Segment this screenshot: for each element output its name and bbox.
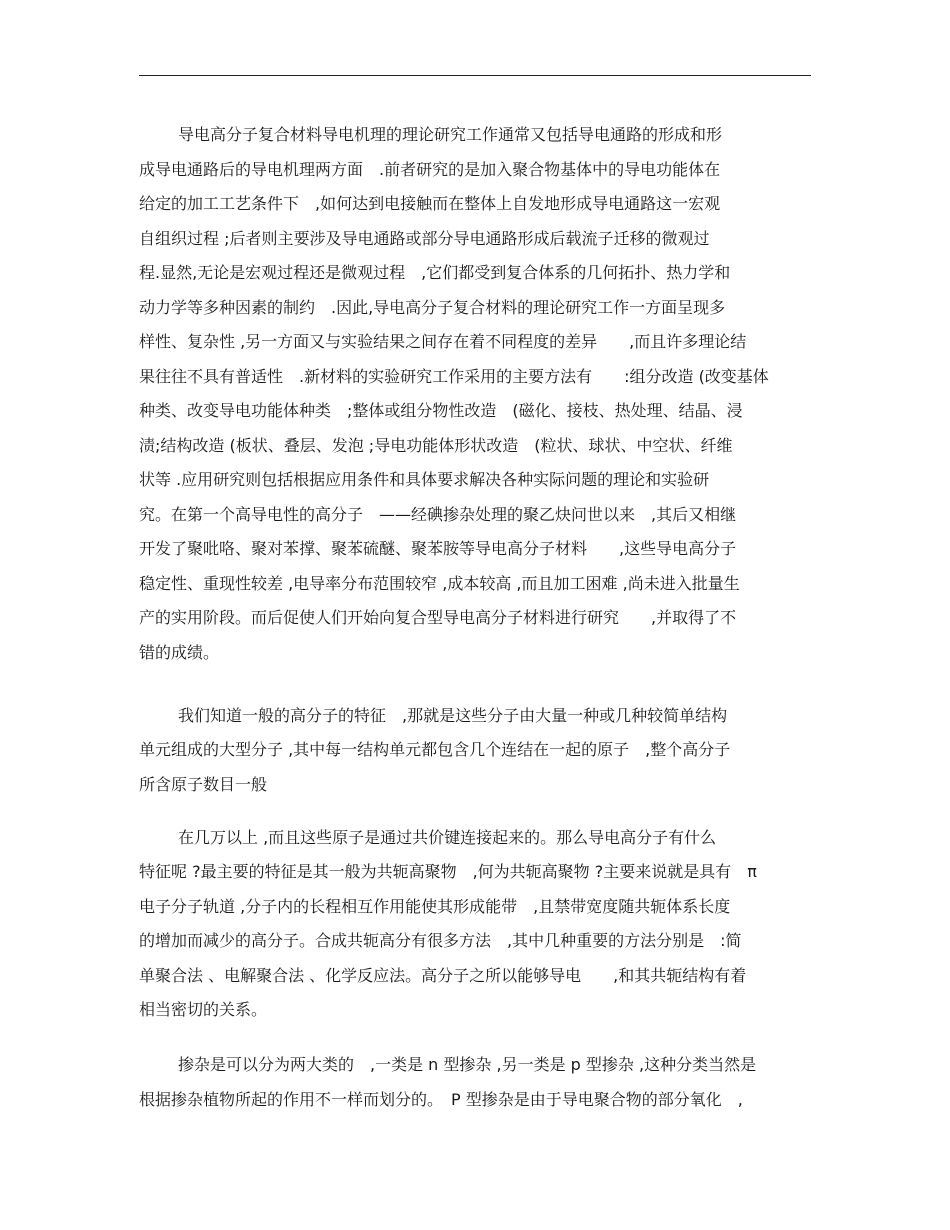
paragraph-1-line-6: 动力学等多种因素的制约 .因此,导电高分子复合材料的理论研究工作一方面呈现多 [139,298,726,317]
paragraph-1-line-2: 成导电通路后的导电机理两方面 .前者研究的是加入聚合物基体中的导电功能体在 [139,160,721,179]
paragraph-1-line-3: 给定的加工工艺条件下 ,如何达到电接触而在整体上自发地形成导电通路这一宏观 [139,194,721,213]
paragraph-2-line-2: 单元组成的大型分子 ,其中每一结构单元都包含几个连结在一起的原子 ,整个高分子 [139,740,731,759]
paragraph-3-line-2: 特征呢 ?最主要的特征是其一般为共轭高聚物 ,何为共轭高聚物 ?主要来说就是具有 π [139,862,757,881]
paragraph-2-line-3: 所含原子数目一般 [139,775,268,794]
paragraph-1-line-15: 产的实用阶段。而后促使人们开始向复合型导电高分子材料进行研究 ,并取得了不 [139,608,737,627]
paragraph-1-line-8: 果往往不具有普适性 .新材料的实验研究工作采用的主要方法有 :组分改造 (改变基体 [139,367,769,386]
paragraph-2-line-1: 我们知道一般的高分子的特征 ,那就是这些分子由大量一种或几种较简单结构 [178,706,728,725]
paragraph-4-line-2: 根据掺杂植物所起的作用不一样而划分的。 P 型掺杂是由于导电聚合物的部分氧化 , [139,1090,743,1109]
paragraph-1-line-10: 渍;结构改造 (板状、叠层、发泡 ;导电功能体形状改造 (粒状、球状、中空状、纤维 [139,436,733,455]
paragraph-4-line-1: 掺杂是可以分为两大类的 ,一类是 n 型掺杂 ,另一类是 p 型掺杂 ,这种分类当然是 [178,1055,757,1074]
paragraph-1-line-4: 自组织过程 ;后者则主要涉及导电通路或部分导电通路形成后载流子迁移的微观过 [139,229,710,248]
paragraph-3-line-6: 相当密切的关系。 [139,1000,268,1019]
paragraph-3-line-4: 的增加而减少的高分子。合成共轭高分有很多方法 ,其中几种重要的方法分别是 :简 [139,931,742,950]
paragraph-1-line-9: 种类、改变导电功能体种类 ;整体或组分物性改造 (磁化、接枝、热处理、结晶、浸 [139,401,743,420]
paragraph-1-line-13: 开发了聚吡咯、聚对苯撑、聚苯硫醚、聚苯胺等导电高分子材料 ,这些导电高分子 [139,539,737,558]
paragraph-1-line-1: 导电高分子复合材料导电机理的理论研究工作通常又包括导电通路的形成和形 [178,125,723,144]
paragraph-3-line-1: 在几万以上 ,而且这些原子是通过共价键连接起来的。那么导电高分子有什么 [178,828,717,847]
paragraph-3-line-5: 单聚合法 、电解聚合法 、化学反应法。高分子之所以能够导电 ,和其共轭结构有着 [139,966,747,985]
header-rule [139,75,811,76]
paragraph-1-line-14: 稳定性、重现性较差 ,电导率分布范围较窄 ,成本较高 ,而且加工困难 ,尚未进入批量生 [139,574,740,593]
paragraph-3-line-3: 电子分子轨道 ,分子内的长程相互作用能使其形成能带 ,且禁带宽度随共轭体系长度 [139,897,731,916]
paragraph-1-line-7: 样性、复杂性 ,另一方面又与实验结果之间存在着不同程度的差异 ,而且许多理论结 [139,332,747,351]
paragraph-1-line-5: 程.显然,无论是宏观过程还是微观过程 ,它们都受到复合体系的几何拓扑、热力学和 [139,263,731,282]
paragraph-1-line-16: 错的成绩。 [139,643,220,662]
paragraph-1-line-11: 状等 .应用研究则包括根据应用条件和具体要求解决各种实际问题的理论和实验研 [139,470,710,489]
paragraph-1-line-12: 究。在第一个高导电性的高分子 ——经碘掺杂处理的聚乙炔问世以来 ,其后又相继 [139,505,737,524]
